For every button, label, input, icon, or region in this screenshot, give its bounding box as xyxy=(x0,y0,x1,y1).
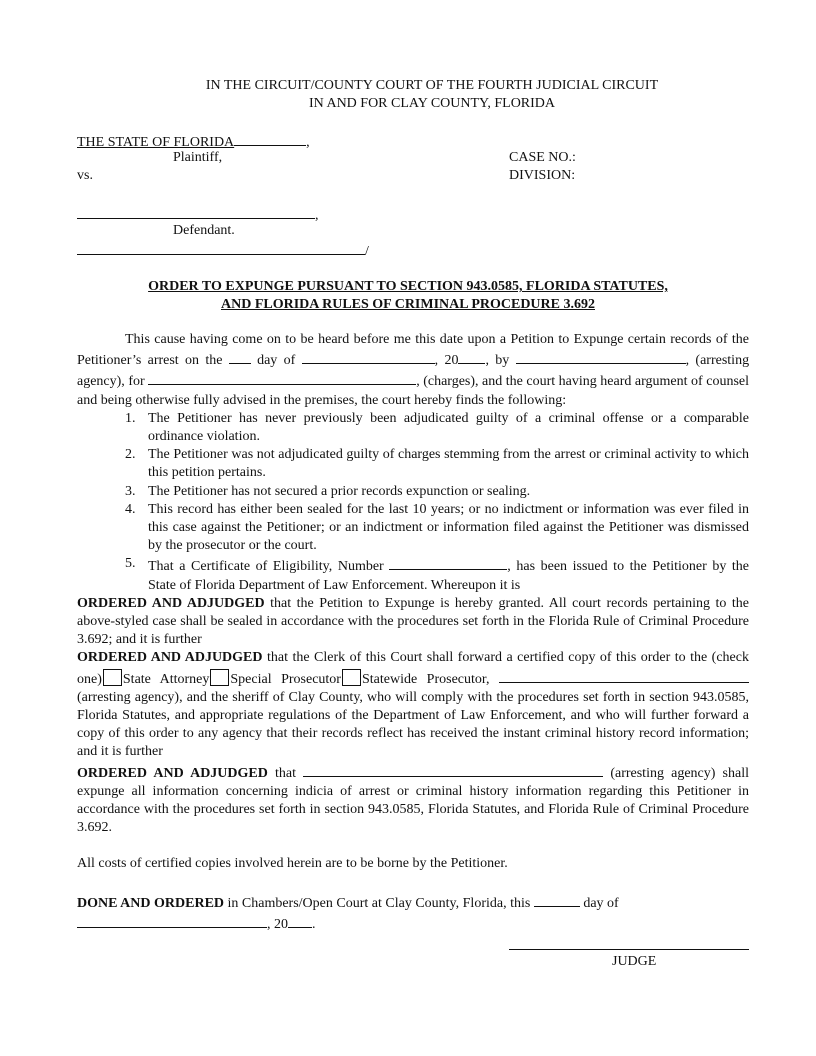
finding5-text-2: , has been issued to the Petitioner by the State of Florida Department of Law Enforcement. Whereupon it is xyxy=(148,559,749,593)
court-header-line2: IN AND FOR CLAY COUNTY, FLORIDA xyxy=(308,96,556,111)
finding-item xyxy=(77,410,749,446)
case-number-label: CASE NO.: xyxy=(509,150,576,165)
statewide-prosecutor-label: Statewide Prosecutor, xyxy=(361,671,499,687)
ordered-paragraph-3 xyxy=(77,762,749,838)
arresting-agency-blank[interactable] xyxy=(516,349,686,364)
ordered-heading: ORDERED AND ADJUDGED xyxy=(77,765,268,781)
finding-text: The Petitioner has not secured a prior records expunction or sealing. xyxy=(148,483,531,499)
judge-signature-line[interactable] xyxy=(509,949,749,950)
ordered-paragraph-1 xyxy=(77,595,749,650)
ordered-heading: ORDERED AND ADJUDGED xyxy=(77,595,265,611)
done-text-4: . xyxy=(312,916,316,932)
state-attorney-label: State Attorney xyxy=(122,671,210,687)
finding-item xyxy=(77,483,749,501)
charges-blank[interactable] xyxy=(148,370,416,385)
done-text-1: in Chambers/Open Court at Clay County, Florida, this xyxy=(224,895,531,911)
finding-number: 4. xyxy=(125,501,136,517)
ordered3-text-2: (arresting agency) shall expunge all information concerning indicia of arrest or criminal history information regarding this Petitioner in accordance with the procedures set forth in section 943.0585, Florida Statutes, and Florida Rule of Criminal Procedure 3.692. xyxy=(77,765,750,836)
arrest-day-blank[interactable] xyxy=(229,349,251,364)
plaintiff-comma: , xyxy=(306,135,310,150)
finding-number: 2. xyxy=(125,447,136,463)
finding-item xyxy=(77,501,749,556)
certificate-number-blank[interactable] xyxy=(389,555,507,570)
ordered-heading: ORDERED AND ADJUDGED xyxy=(77,650,263,666)
ordered2-text-2: (arresting agency), and the sheriff of Clay County, who will comply with the procedures set forth in section 943.0585, Florida Statutes, and appropriate regulations of the Department of Law Enforcement, and who will further forward a copy of this order to any agency that their records reflect has received the instant criminal history record information; and it is further xyxy=(77,689,749,760)
order-title-line2: AND FLORIDA RULES OF CRIMINAL PROCEDURE 3.692 xyxy=(220,297,595,312)
finding-number: 5. xyxy=(125,556,136,572)
findings-list xyxy=(77,410,749,595)
versus-label: vs. xyxy=(77,168,93,183)
defendant-name-blank[interactable] xyxy=(77,204,315,219)
caption-closing-rule xyxy=(77,240,365,255)
finding-text: The Petitioner was not adjudicated guilty of charges stemming from the arrest or criminal activity to which this petition pertains. xyxy=(148,447,749,481)
plaintiff-name: THE STATE OF FLORIDA xyxy=(77,135,235,150)
ordered3-text-1: that xyxy=(267,765,297,781)
finding-text: The Petitioner has never previously been adjudicated guilty of a criminal offense or a comparable ordinance violation. xyxy=(148,410,749,445)
defendant-comma: , xyxy=(315,208,319,223)
intro-text-3: , 20 xyxy=(434,353,459,369)
division-label: DIVISION: xyxy=(509,168,576,183)
order-title-line1: ORDER TO EXPUNGE PURSUANT TO SECTION 943.0585, FLORIDA STATUTES, xyxy=(148,279,668,294)
done-text-3: , 20 xyxy=(267,916,288,932)
ordered1-text: that the Petition to Expunge is hereby granted. All court records pertaining to the above-styled case shall be sealed in accordance with the procedures set forth in the Florida Rule of Criminal Procedure 3.692; and it is further xyxy=(77,595,749,648)
intro-text-2: day of xyxy=(257,353,296,369)
intro-text-6: , (charges), and the court having heard argument of counsel and being otherwise fully advised in the premises, the court hereby finds the following: xyxy=(77,374,749,408)
forward-agency-blank[interactable] xyxy=(499,668,749,683)
statewide-prosecutor-checkbox[interactable] xyxy=(342,669,361,686)
done-month-blank[interactable] xyxy=(77,913,267,928)
intro-text-4: , by xyxy=(485,353,510,369)
arrest-year-blank[interactable] xyxy=(458,349,485,364)
arrest-month-blank[interactable] xyxy=(302,349,435,364)
done-paragraph xyxy=(77,892,749,934)
finding-item xyxy=(77,446,749,482)
intro-text-1: This cause having come on to be heard before me this date upon a Petition to Expunge certain records of the Petitioner’s arrest on the xyxy=(77,332,749,369)
special-prosecutor-checkbox[interactable] xyxy=(210,669,229,686)
finding-number: 1. xyxy=(125,410,136,426)
finding-text: This record has either been sealed for the last 10 years; or no indictment or information was ever filed in this case against the Petitioner; or an indictment or information filed against the Petitioner was dismissed by the prosecutor or the court. xyxy=(148,501,749,554)
finding5-text-1: That a Certificate of Eligibility, Number xyxy=(148,559,384,575)
special-prosecutor-label: Special Prosecutor xyxy=(230,671,341,687)
intro-paragraph xyxy=(77,331,749,410)
done-day-blank[interactable] xyxy=(534,892,580,907)
done-text-2: day of xyxy=(583,895,619,911)
plaintiff-blank[interactable] xyxy=(234,131,306,146)
judge-label: JUDGE xyxy=(612,954,657,969)
finding-item xyxy=(77,555,749,594)
caption-closing-line xyxy=(77,240,369,261)
done-heading: DONE AND ORDERED xyxy=(77,895,225,911)
costs-paragraph: All costs of certified copies involved herein are to be borne by the Petitioner. xyxy=(77,856,508,872)
state-attorney-checkbox[interactable] xyxy=(103,669,122,686)
finding-number: 3. xyxy=(125,483,136,499)
expunging-agency-blank[interactable] xyxy=(303,762,603,777)
ordered2-text-1: that the Clerk of this Court shall forward a certified copy of this order to the (check one) xyxy=(77,650,749,687)
intro-text-5: , (arresting agency), for xyxy=(77,353,750,390)
court-header-line1: IN THE CIRCUIT/COUNTY COURT OF THE FOURTH JUDICIAL CIRCUIT xyxy=(205,78,659,93)
plaintiff-label: Plaintiff, xyxy=(173,150,223,165)
defendant-label: Defendant. xyxy=(173,223,235,238)
order-body xyxy=(77,331,749,934)
caption-slash: / xyxy=(365,244,369,259)
ordered-paragraph-2 xyxy=(77,649,749,761)
done-year-blank[interactable] xyxy=(288,913,312,928)
